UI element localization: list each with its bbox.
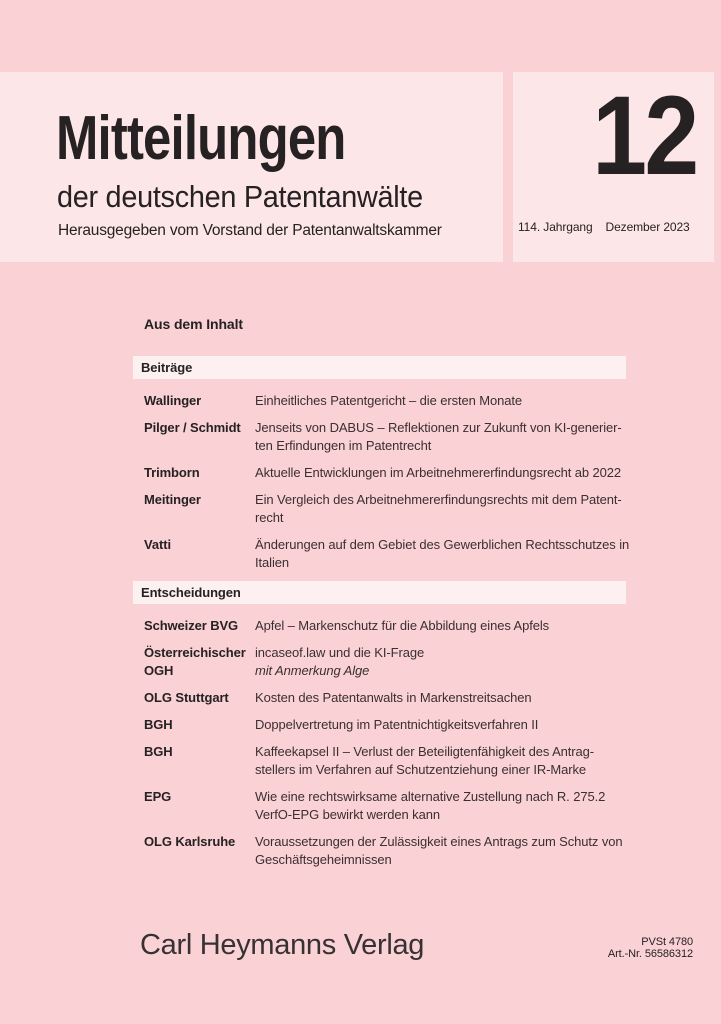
toc-row <box>133 833 626 869</box>
journal-subtitle: der deutschen Patentanwälte <box>57 179 423 214</box>
toc-row-label <box>144 833 255 869</box>
toc-row-description <box>255 536 629 572</box>
toc-row-description <box>255 788 626 824</box>
description-line: Aktuelle Entwicklungen im Arbeitnehmererfindungsrecht ab 2022 <box>255 465 622 480</box>
description-line: Wie eine rechtswirksame alternative Zustellung nach R. 275.2 <box>255 789 606 804</box>
toc-row-description <box>255 833 626 869</box>
toc-title: Aus dem Inhalt <box>144 316 243 332</box>
description-line: Jenseits von DABUS – Reflektionen zur Zukunft von KI-generier- <box>255 420 622 435</box>
toc-row <box>133 536 630 572</box>
toc-row-label <box>144 644 255 680</box>
description-line: mit Anmerkung Alge <box>255 663 370 678</box>
journal-title: Mitteilungen <box>56 104 346 173</box>
description-line: ten Erfindungen im Patentrecht <box>255 438 432 453</box>
label-line: OLG Karlsruhe <box>144 834 236 849</box>
description-line: Kaffeekapsel II – Verlust der Beteiligtenfähigkeit des Antrag- <box>255 744 594 759</box>
label-line: Trimborn <box>144 465 200 480</box>
issue-panel <box>513 72 714 262</box>
label-line: Vatti <box>144 537 171 552</box>
label-line: BGH <box>144 744 173 759</box>
toc-row-label <box>144 716 255 734</box>
description-line: Änderungen auf dem Gebiet des Gewerblichen Rechtsschutzes in <box>255 537 630 552</box>
toc-row <box>133 644 626 680</box>
description-line: incaseof.law und die KI-Frage <box>255 645 425 660</box>
toc-row-description <box>255 392 626 410</box>
description-line: VerfO-EPG bewirkt werden kann <box>255 807 440 822</box>
toc-row-description <box>255 716 626 734</box>
toc-row-label <box>144 536 255 572</box>
toc-section <box>133 356 630 572</box>
toc-row-description <box>255 689 626 707</box>
toc-row-label <box>144 419 255 455</box>
issue-month: Dezember 2023 <box>605 220 690 234</box>
masthead-panel <box>0 72 503 262</box>
description-line: Kosten des Patentanwalts in Markenstreitsachen <box>255 690 532 705</box>
issue-volume: 114. Jahrgang <box>518 220 593 234</box>
toc-row <box>133 491 626 527</box>
toc-sections <box>133 356 630 878</box>
toc-row-description <box>255 491 626 527</box>
toc-row-description <box>255 419 626 455</box>
description-line: recht <box>255 510 284 525</box>
article-number: Art.-Nr. 56586312 <box>607 948 693 960</box>
toc-row-label <box>144 392 255 410</box>
label-line: Pilger / Schmidt <box>144 420 241 435</box>
toc-row-label <box>144 617 255 635</box>
description-line: Apfel – Markenschutz für die Abbildung eines Apfels <box>255 618 550 633</box>
section-rows <box>133 617 626 869</box>
toc-row <box>133 419 626 455</box>
toc-row-description <box>255 743 626 779</box>
toc-row-description <box>255 617 626 635</box>
section-heading-band: Beiträge <box>133 356 626 379</box>
label-line: EPG <box>144 789 172 804</box>
toc-row-label <box>144 743 255 779</box>
description-line: Doppelvertretung im Patentnichtigkeitsverfahren II <box>255 717 539 732</box>
toc-row-label <box>144 788 255 824</box>
description-line: Geschäftsgeheimnissen <box>255 852 392 867</box>
description-line: Voraussetzungen der Zulässigkeit eines Antrags zum Schutz von <box>255 834 623 849</box>
label-line: Wallinger <box>144 393 202 408</box>
label-line: Meitinger <box>144 492 201 507</box>
label-line: Österreichischer <box>144 645 246 660</box>
toc-row-label <box>144 491 255 527</box>
label-line: OLG Stuttgart <box>144 690 229 705</box>
journal-editor-line: Herausgegeben vom Vorstand der Patentanwaltskammer <box>58 222 442 239</box>
toc-row <box>133 689 626 707</box>
publisher-name: Carl Heymanns Verlag <box>140 929 425 961</box>
toc-section <box>133 581 626 869</box>
issue-number: 12 <box>592 73 697 198</box>
section-heading-band: Entscheidungen <box>133 581 626 604</box>
label-line: Schweizer BVG <box>144 618 239 633</box>
description-line: stellers im Verfahren auf Schutzentziehung einer IR-Marke <box>255 762 587 777</box>
description-line: Ein Vergleich des Arbeitnehmererfindungsrechts mit dem Patent- <box>255 492 622 507</box>
toc-row <box>133 617 626 635</box>
toc-row-description <box>255 644 626 680</box>
toc-row <box>133 788 626 824</box>
toc-row <box>133 392 626 410</box>
section-rows <box>133 392 630 572</box>
pvst-number: PVSt 4780 <box>641 936 693 948</box>
description-line: Italien <box>255 555 289 570</box>
toc-row <box>133 743 626 779</box>
toc-row <box>133 464 626 482</box>
label-line: OGH <box>144 663 174 678</box>
description-line: Einheitliches Patentgericht – die ersten Monate <box>255 393 523 408</box>
toc-row-label <box>144 464 255 482</box>
toc-row <box>133 716 626 734</box>
toc-row-description <box>255 464 626 482</box>
toc-row-label <box>144 689 255 707</box>
print-info <box>608 936 693 960</box>
issue-meta <box>518 220 690 234</box>
label-line: BGH <box>144 717 173 732</box>
